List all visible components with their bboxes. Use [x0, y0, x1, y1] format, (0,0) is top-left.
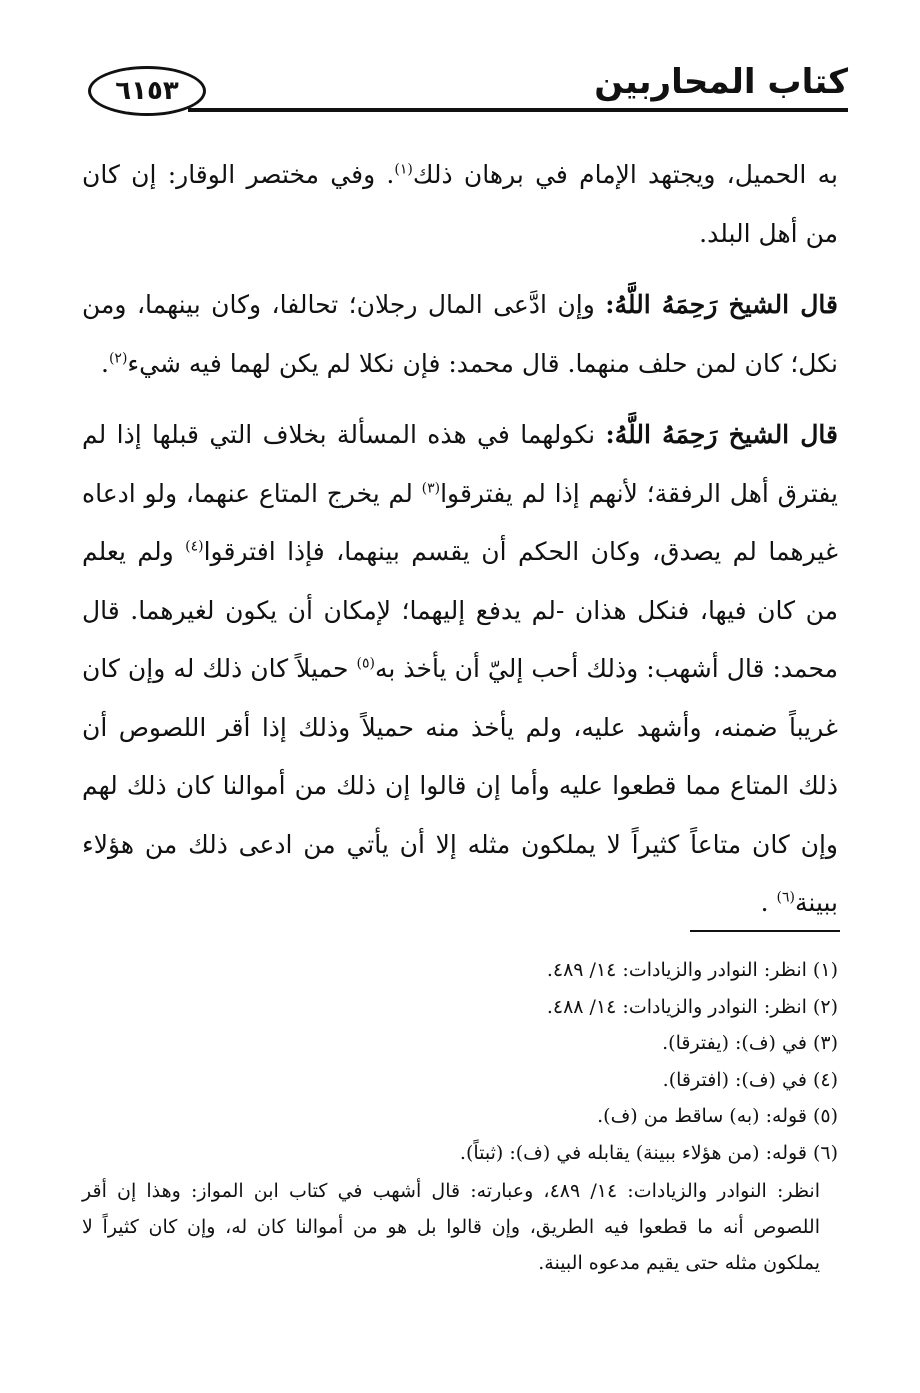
footnote-ref-2: (٢): [108, 350, 128, 367]
text-run: .: [100, 348, 109, 378]
footnote-6: (٦) قوله: (من هؤلاء ببينة) يقابله في (ف): (ثبتاً).: [459, 1141, 838, 1164]
text-run: نكولهما في هذه المسألة بخلاف التي قبلها إذا لم يفترق أهل الرفقة؛ لأنهم إذا لم يفترقوا: [82, 420, 838, 508]
text-run: ولم يعلم من كان فيها، فنكل هذان -لم يدفع إليهما؛ لإمكان أن يكون لغيرهما. قال محمد: قال أشهب: وذلك أحب إليّ أن يأخذ به: [82, 537, 838, 683]
paragraph-3: [82, 406, 838, 933]
footnote-5: (٥) قوله: (به) ساقط من (ف).: [597, 1105, 838, 1127]
text-run: .: [760, 888, 777, 917]
footnote-ref-6: (٦): [776, 889, 795, 906]
text-run: حميلاً كان ذلك له وإن كان غريباً ضمنه، وأشهد عليه، ولم يأخذ منه حميلاً وذلك إذا أقر اللصوص أن ذلك المتاع مما قطعوا عليه وأما إن قالوا إن ذلك من أموالنا كان ذلك لهم وإن كان متاعاً كثيراً لا يملكون مثله إلا أن يأتي من ادعى ذلك من هؤلاء ببينة: [82, 654, 838, 917]
text-run: لم يخرج المتاع عنهما، ولو ادعاه غيرهما لم يصدق، وكان الحكم أن يقسم بينهما، فإذا افترقوا: [82, 478, 839, 566]
text-run: به الحميل، ويجتهد الإمام في برهان ذلك: [412, 160, 838, 189]
text-run: وإن ادَّعى المال رجلان؛ تحالفا، وكان بينهما، ومن نكل؛ كان لمن حلف منهما. قال محمد: فإن نكلا لم يكن لهما فيه شيء: [82, 290, 838, 378]
footnote-ref-3: (٣): [421, 480, 441, 497]
book-title: كتاب المحاربين: [594, 62, 848, 102]
page-number: ٦١٥٣: [88, 66, 206, 116]
page-header: [88, 58, 848, 118]
paragraph-2: [82, 276, 838, 393]
footnote-ref-5: (٥): [356, 655, 376, 672]
footnote-1: (١) انظر: النوادر والزيادات: ١٤/ ٤٨٩.: [546, 959, 838, 981]
footnote-4: (٤) في (ف): (افترقا).: [662, 1068, 838, 1091]
footnotes: [82, 952, 838, 1281]
header-rule: [188, 108, 848, 112]
main-text: [82, 146, 838, 946]
speaker-lead: قال الشيخ رَحِمَهُ اللَّهُ:: [605, 420, 838, 449]
footnote-2: (٢) انظر: النوادر والزيادات: ١٤/ ٤٨٨.: [546, 995, 838, 1018]
footnote-6-continuation: انظر: النوادر والزيادات: ١٤/ ٤٨٩، وعبارته: قال أشهب في كتاب ابن المواز: وهذا إن أقر اللصوص أنه ما قطعوا فيه الطريق، وإن قالوا بل هو من أموالنا كان له، وإن كان كثيراً لا يملكون مثله حتى يقيم مدعوه البينة.: [82, 1180, 820, 1274]
footnote-ref-4: (٤): [185, 538, 204, 555]
footnote-3: (٣) في (ف): (يفترقا).: [662, 1032, 838, 1054]
paragraph-1: [82, 146, 838, 263]
footnote-separator: [690, 930, 840, 932]
footnote-ref-1: (١): [394, 161, 413, 178]
text-run: . وفي مختصر الوقار: إن كان من أهل البلد.: [82, 160, 838, 248]
speaker-lead: قال الشيخ رَحِمَهُ اللَّهُ:: [605, 290, 838, 319]
